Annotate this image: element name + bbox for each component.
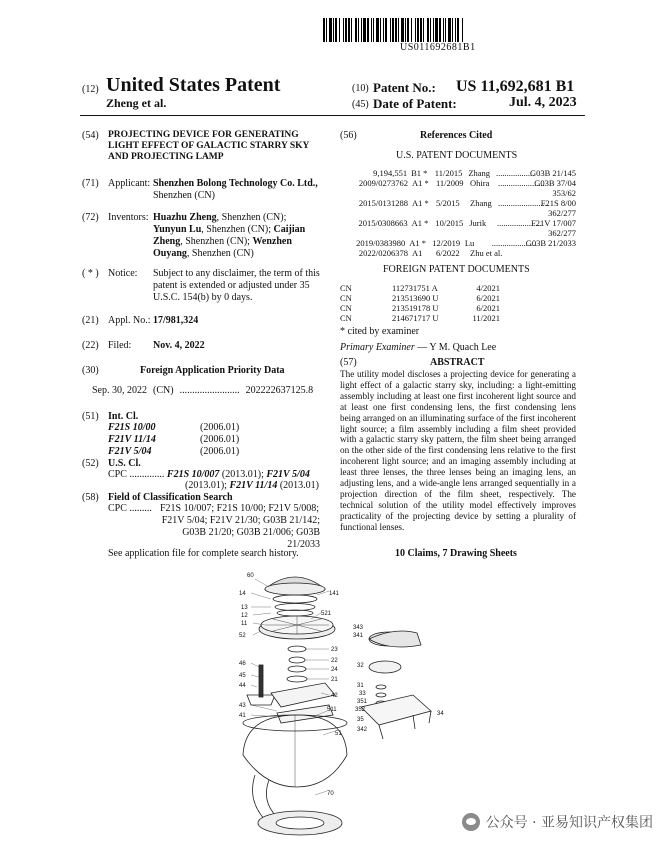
us-ref-row xyxy=(340,198,576,218)
inventor-place: , Shenzhen (CN) xyxy=(186,248,254,259)
ref-kind: A1 * xyxy=(412,178,429,188)
examiner-label: Primary Examiner xyxy=(340,342,415,353)
fig-label: 14 xyxy=(239,591,246,597)
field-code-21: (21) xyxy=(82,315,99,326)
field-code-notice: ( * ) xyxy=(82,268,99,279)
ref-date: 11/2009 xyxy=(436,178,464,188)
ref-name: Zhu et al. xyxy=(470,248,503,258)
fig-label: 521 xyxy=(321,611,332,617)
cited-by-examiner: * cited by examiner xyxy=(340,326,420,337)
us-ref-cont: 362/277 xyxy=(548,208,576,218)
us-cl-year: (2013.01); xyxy=(219,469,267,480)
foreign-ref-row xyxy=(340,283,500,293)
int-cl-list xyxy=(108,422,268,458)
inventor-place: , Shenzhen (CN); xyxy=(216,212,287,223)
barcode-bar xyxy=(463,18,464,42)
ref-country: CN xyxy=(340,283,352,293)
field-dots: ......... xyxy=(129,503,152,514)
fig-label: 35 xyxy=(357,717,364,723)
us-cl-code: F21S 10/007 xyxy=(166,469,220,480)
int-cl-year: (2006.01) xyxy=(200,434,240,445)
inventor-place: , Shenzhen (CN); xyxy=(180,236,253,247)
us-cl-label: U.S. Cl. xyxy=(108,458,141,469)
barcode xyxy=(323,18,581,42)
ref-date: 6/2022 xyxy=(436,248,460,258)
header-rule xyxy=(80,115,585,116)
us-ref-cont: 362/277 xyxy=(548,228,576,238)
ref-number: 214671717 U xyxy=(392,313,439,323)
watermark-text: 公众号 · 亚易知识产权集团 xyxy=(485,815,653,831)
fig-label: 45 xyxy=(239,673,246,679)
us-references xyxy=(340,168,576,258)
field-code-45: (45) xyxy=(352,99,369,110)
ref-date: 4/2021 xyxy=(476,283,500,293)
patent-no-label: Patent No.: xyxy=(373,80,436,95)
priority-country: (CN) xyxy=(153,385,174,396)
field-code-71: (71) xyxy=(82,178,99,189)
ref-kind: B1 * xyxy=(411,168,428,178)
field-cpc-label: CPC xyxy=(108,503,127,514)
fig-label: 352 xyxy=(355,707,366,713)
filed-label: Filed: xyxy=(108,340,132,351)
priority-row xyxy=(92,385,324,397)
us-cl-code: F21V 5/04 xyxy=(266,469,310,480)
field-code-54: (54) xyxy=(82,130,99,141)
field-code-57: (57) xyxy=(340,357,357,368)
ref-kind: A1 * xyxy=(411,218,429,228)
foreign-ref-row xyxy=(340,313,500,323)
us-docs-heading: U.S. PATENT DOCUMENTS xyxy=(396,150,518,161)
fig-label: 13 xyxy=(241,605,248,611)
patent-type-title: United States Patent xyxy=(106,74,281,96)
us-ref-cont: 353/62 xyxy=(552,188,576,198)
us-cl-year: (2013.01); xyxy=(184,480,230,491)
int-cl-code: F21S 10/00 xyxy=(108,422,156,433)
ref-country: CN xyxy=(340,293,352,303)
fig-label: 43 xyxy=(239,703,246,709)
inventor-name: Huazhu Zheng xyxy=(153,212,217,223)
field-code-10: (10) xyxy=(352,83,369,94)
abstract-heading: ABSTRACT xyxy=(430,357,485,368)
ref-dots: ........................ xyxy=(498,198,549,208)
ref-number: 2015/0131288 xyxy=(358,198,408,208)
field-code-30: (30) xyxy=(82,365,99,376)
examiner-name: — Y M. Quach Lee xyxy=(414,342,497,353)
fig-label: 31 xyxy=(357,683,364,689)
field-code-72: (72) xyxy=(82,212,99,223)
ref-name: Lu xyxy=(464,238,475,248)
primary-examiner xyxy=(340,342,496,354)
us-ref-row xyxy=(340,238,576,248)
fig-label: 46 xyxy=(239,661,246,667)
field-code-56: (56) xyxy=(340,130,357,141)
patent-drawing xyxy=(225,565,450,845)
appl-no-label: Appl. No.: xyxy=(108,315,151,326)
fig-label: 51 xyxy=(335,731,342,737)
priority-dots: ........................ xyxy=(179,385,240,396)
notice-text: Subject to any disclaimer, the term of this patent is extended or adjusted under 35 U.S.C. 154(b) by 0 days. xyxy=(153,268,320,303)
inventors-list xyxy=(153,212,321,260)
ref-name: Jurik xyxy=(469,218,487,228)
field-code-22: (22) xyxy=(82,340,99,351)
applicant-name: Shenzhen Bolong Technology Co. Ltd., xyxy=(153,178,318,189)
fig-label: 22 xyxy=(331,658,338,664)
int-cl-code: F21V 11/14 xyxy=(108,434,156,445)
field-line: F21V 5/04; F21V 21/30; G03B 21/142; xyxy=(161,515,320,526)
ref-date: 6/2021 xyxy=(476,293,500,303)
fig-label: 24 xyxy=(331,667,338,673)
ref-number: 2019/0383980 xyxy=(356,238,406,248)
ref-kind: A1 * xyxy=(409,238,426,248)
ref-kind: A1 * xyxy=(412,198,429,208)
foreign-ref-row xyxy=(340,293,500,303)
patent-date: Jul. 4, 2023 xyxy=(509,95,577,110)
ref-dots: ..................... xyxy=(497,218,542,228)
foreign-ref-row xyxy=(340,303,500,313)
ref-number: 9,194,551 xyxy=(373,168,408,178)
foreign-references xyxy=(340,283,500,323)
int-cl-year: (2006.01) xyxy=(200,422,240,433)
fig-label: 141 xyxy=(329,591,340,597)
inventor-name: Caijian Zheng xyxy=(153,224,306,247)
inventor-place: , Shenzhen (CN); xyxy=(201,224,274,235)
ref-dots: ..................... xyxy=(491,238,537,248)
fig-label: 41 xyxy=(239,713,246,719)
priority-number: 202222637125.8 xyxy=(245,385,314,396)
abstract-text: The utility model discloses a projecting device for generating a light effect of a galactic starry sky, including: a light-emitting assembly including at least one first incoherent light source and at least one first condensing lens, the first condensing lens being arranged on an illuminating surface of the first incoherent light source; a film assembly including a film sheet provided with a galactic starry sky pattern, the film sheet being arranged on the other side of the first condensing lens relative to the first incoherent light source; and an imaging assembly including at least three lenses, the three lenses being an imaging lens, an adjusting lens, and a wide-angle lens arranged sequentially in a projection direction of the film sheet, respectively. The technical solution of the utility model effectively improves practicality of the projecting device by setting a plurality of functional lenses. xyxy=(340,369,576,532)
fig-label: 42 xyxy=(331,693,338,699)
fig-label: 12 xyxy=(241,613,248,619)
field-search-codes xyxy=(160,503,320,551)
ref-country: CN xyxy=(340,313,352,323)
int-cl-row xyxy=(108,422,268,434)
ref-class: F21V 17/007 xyxy=(531,218,576,228)
patent-number: US 11,692,681 B1 xyxy=(456,78,575,95)
applicant-place: Shenzhen (CN) xyxy=(153,190,215,201)
ref-class: F21S 8/00 xyxy=(540,198,576,208)
fig-label: 60 xyxy=(247,573,254,579)
ref-date: 12/2019 xyxy=(432,238,461,248)
field-code-58: (58) xyxy=(82,492,99,503)
us-cl-code: F21V 11/14 xyxy=(229,480,278,491)
fig-label: 23 xyxy=(331,647,338,653)
fig-label: 342 xyxy=(357,727,368,733)
inventor-name: Yunyun Lu xyxy=(153,224,202,235)
fig-label: 44 xyxy=(239,683,246,689)
ref-class: G03B 37/04 xyxy=(534,178,576,188)
foreign-docs-heading: FOREIGN PATENT DOCUMENTS xyxy=(383,264,530,275)
us-cl-line-2 xyxy=(108,480,319,492)
us-cl-year: (2013.01) xyxy=(277,480,319,491)
fig-label: 32 xyxy=(357,663,364,669)
inventors-label: Inventors: xyxy=(108,212,149,223)
invention-title: PROJECTING DEVICE FOR GENERATING LIGHT EFFECT OF GALACTIC STARRY SKY AND PROJECTING LAMP xyxy=(108,130,310,162)
us-ref-line xyxy=(340,218,576,228)
fig-label: 343 xyxy=(353,625,364,631)
us-ref-row xyxy=(340,168,576,178)
us-ref-line xyxy=(340,178,576,188)
field-search-label: Field of Classification Search xyxy=(108,492,233,503)
ref-number: 213513690 U xyxy=(392,293,439,303)
ref-kind: A1 xyxy=(412,248,423,258)
applicant-label: Applicant: xyxy=(108,178,151,189)
field-line: G03B 21/20; G03B 21/006; G03B xyxy=(182,527,320,538)
claims-summary: 10 Claims, 7 Drawing Sheets xyxy=(395,548,517,559)
int-cl-row xyxy=(108,446,268,458)
fig-label: 52 xyxy=(239,633,246,639)
field-code-51: (51) xyxy=(82,411,99,422)
int-cl-label: Int. Cl. xyxy=(108,411,139,422)
field-line: 21/2033 xyxy=(287,539,320,550)
applicant xyxy=(153,178,323,202)
int-cl-year: (2006.01) xyxy=(200,446,240,457)
fig-label: 33 xyxy=(359,691,366,697)
us-cl-cpc-label: CPC xyxy=(108,469,127,480)
ref-class: G03B 21/145 xyxy=(529,168,576,178)
us-ref-row xyxy=(340,178,576,198)
ref-number: 2015/0308663 xyxy=(358,218,408,228)
int-cl-code: F21V 5/04 xyxy=(108,446,152,457)
ref-number: 213519178 U xyxy=(392,303,439,313)
fig-label: 511 xyxy=(327,707,337,713)
us-cl-dots: .............. xyxy=(129,469,165,480)
ref-date: 10/2015 xyxy=(435,218,464,228)
watermark xyxy=(462,812,653,832)
references-heading: References Cited xyxy=(420,130,493,141)
ref-name: Zhang xyxy=(468,168,491,178)
us-ref-row xyxy=(340,218,576,238)
us-ref-line xyxy=(340,238,576,248)
ref-class: G03B 21/2033 xyxy=(525,238,576,248)
ref-dots: .................. xyxy=(495,168,535,178)
priority-date: Sep. 30, 2022 xyxy=(92,385,147,396)
fig-label: 70 xyxy=(327,791,334,797)
us-ref-line xyxy=(340,168,576,178)
ref-name: Ohira xyxy=(470,178,490,188)
date-label: Date of Patent: xyxy=(373,96,457,111)
field-line: F21S 10/007; F21S 10/00; F21V 5/008; xyxy=(160,503,320,514)
us-ref-row xyxy=(340,248,576,258)
ref-number: 2009/0273762 xyxy=(358,178,408,188)
field-code-12: (12) xyxy=(82,84,99,95)
wechat-icon xyxy=(462,813,480,831)
notice-label: Notice: xyxy=(108,268,138,279)
ref-number: 2022/0206378 xyxy=(358,248,408,258)
ref-date: 5/2015 xyxy=(436,198,460,208)
appl-no: 17/981,324 xyxy=(153,315,199,326)
fig-label: 351 xyxy=(357,699,368,705)
see-application-note: See application file for complete search history. xyxy=(108,548,299,559)
ref-date: 6/2021 xyxy=(476,303,500,313)
ref-number: 112731751 A xyxy=(392,283,438,293)
fig-label: 11 xyxy=(241,621,248,627)
filed-date: Nov. 4, 2022 xyxy=(153,340,205,351)
field-search-cpc xyxy=(108,503,152,515)
inventor-name: Wenzhen Ouyang xyxy=(153,236,292,259)
ref-country: CN xyxy=(340,303,352,313)
fig-label: 34 xyxy=(437,711,444,717)
barcode-number: US011692681B1 xyxy=(400,42,476,53)
ref-dots: ...................... xyxy=(498,178,545,188)
inventor-short: Zheng et al. xyxy=(106,96,167,110)
us-ref-line xyxy=(340,198,576,208)
fig-label: 21 xyxy=(331,677,338,683)
fig-label: 341 xyxy=(353,633,364,639)
field-code-52: (52) xyxy=(82,458,99,469)
ref-date: 11/2021 xyxy=(472,313,500,323)
int-cl-row xyxy=(108,434,268,446)
priority-heading: Foreign Application Priority Data xyxy=(140,365,285,376)
ref-name: Zhang xyxy=(470,198,492,208)
ref-date: 11/2015 xyxy=(434,168,463,178)
us-ref-line xyxy=(340,248,576,258)
